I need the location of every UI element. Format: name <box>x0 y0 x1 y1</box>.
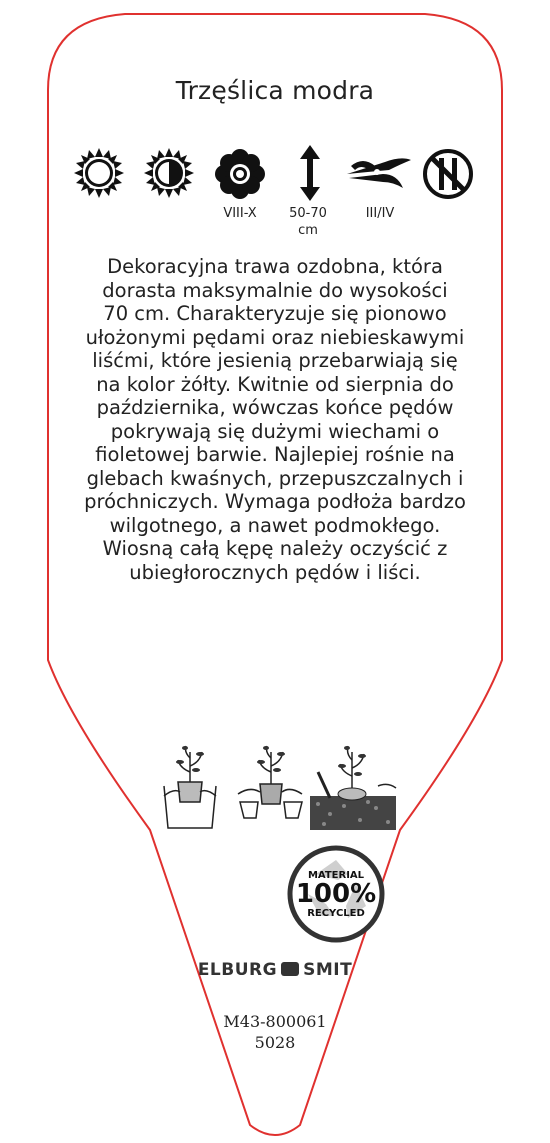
flowering-period-label: VIII-X <box>223 206 257 221</box>
planting-step-1-icon <box>158 742 220 832</box>
product-number: 5028 <box>254 1033 296 1052</box>
badge-bottom-text: RECYCLED <box>307 908 365 919</box>
not-edible-icon <box>422 148 474 200</box>
badge-big-text: 100% <box>295 879 377 909</box>
description-line: na kolor żółty. Kwitnie od sierpnia do <box>96 372 454 396</box>
full-sun-icon <box>74 148 124 198</box>
plant-name-title: Trzęślica modra <box>175 76 375 105</box>
product-code: M43-800061 <box>223 1012 327 1031</box>
planting-step-3-icon <box>308 742 398 832</box>
description-line: ułożonymi pędami oraz niebieskawymi <box>85 325 465 349</box>
brand-left-text: ELBURG <box>197 960 278 980</box>
description-line: pokrywają się dużymi wiechami o <box>110 419 440 443</box>
description-line: dorasta maksymalnie do wysokości <box>102 278 448 302</box>
description-line: liśćmi, które jesienią przebarwiają się <box>92 349 458 372</box>
pruning-shears-icon <box>345 152 413 196</box>
description-line: fioletowej barwie. Najlepiej rośnie na <box>95 443 455 466</box>
half-shade-icon <box>144 148 194 198</box>
brand-right-text: SMIT <box>303 960 353 980</box>
description-line: próchniczych. Wymaga podłoża bardzo <box>84 490 466 513</box>
brand-mark-icon <box>281 962 299 976</box>
badge-top-text: MATERIAL <box>307 870 365 881</box>
height-arrow-icon <box>298 145 322 201</box>
description-line: Dekoracyjna trawa ozdobna, która <box>107 255 443 278</box>
description-line: ubiegłorocznych pędów i liści. <box>129 560 421 584</box>
description-line: października, wówczas końce pędów <box>96 396 454 419</box>
description-line: wilgotnego, a nawet podmokłego. <box>109 513 441 537</box>
height-label: 50-70 cm <box>289 206 327 238</box>
description-line: Wiosną całą kępę należy oczyścić z <box>102 537 448 560</box>
brand-logo <box>0 960 550 980</box>
pruning-period-label: III/IV <box>365 206 395 221</box>
planting-step-2-icon <box>234 742 306 822</box>
plant-description <box>70 255 480 584</box>
flower-icon <box>214 148 266 200</box>
description-line: glebach kwaśnych, przepuszczalnych i <box>86 466 464 490</box>
description-line: 70 cm. Charakteryzuje się pionowo <box>103 302 447 325</box>
recycled-badge-icon <box>286 844 386 944</box>
